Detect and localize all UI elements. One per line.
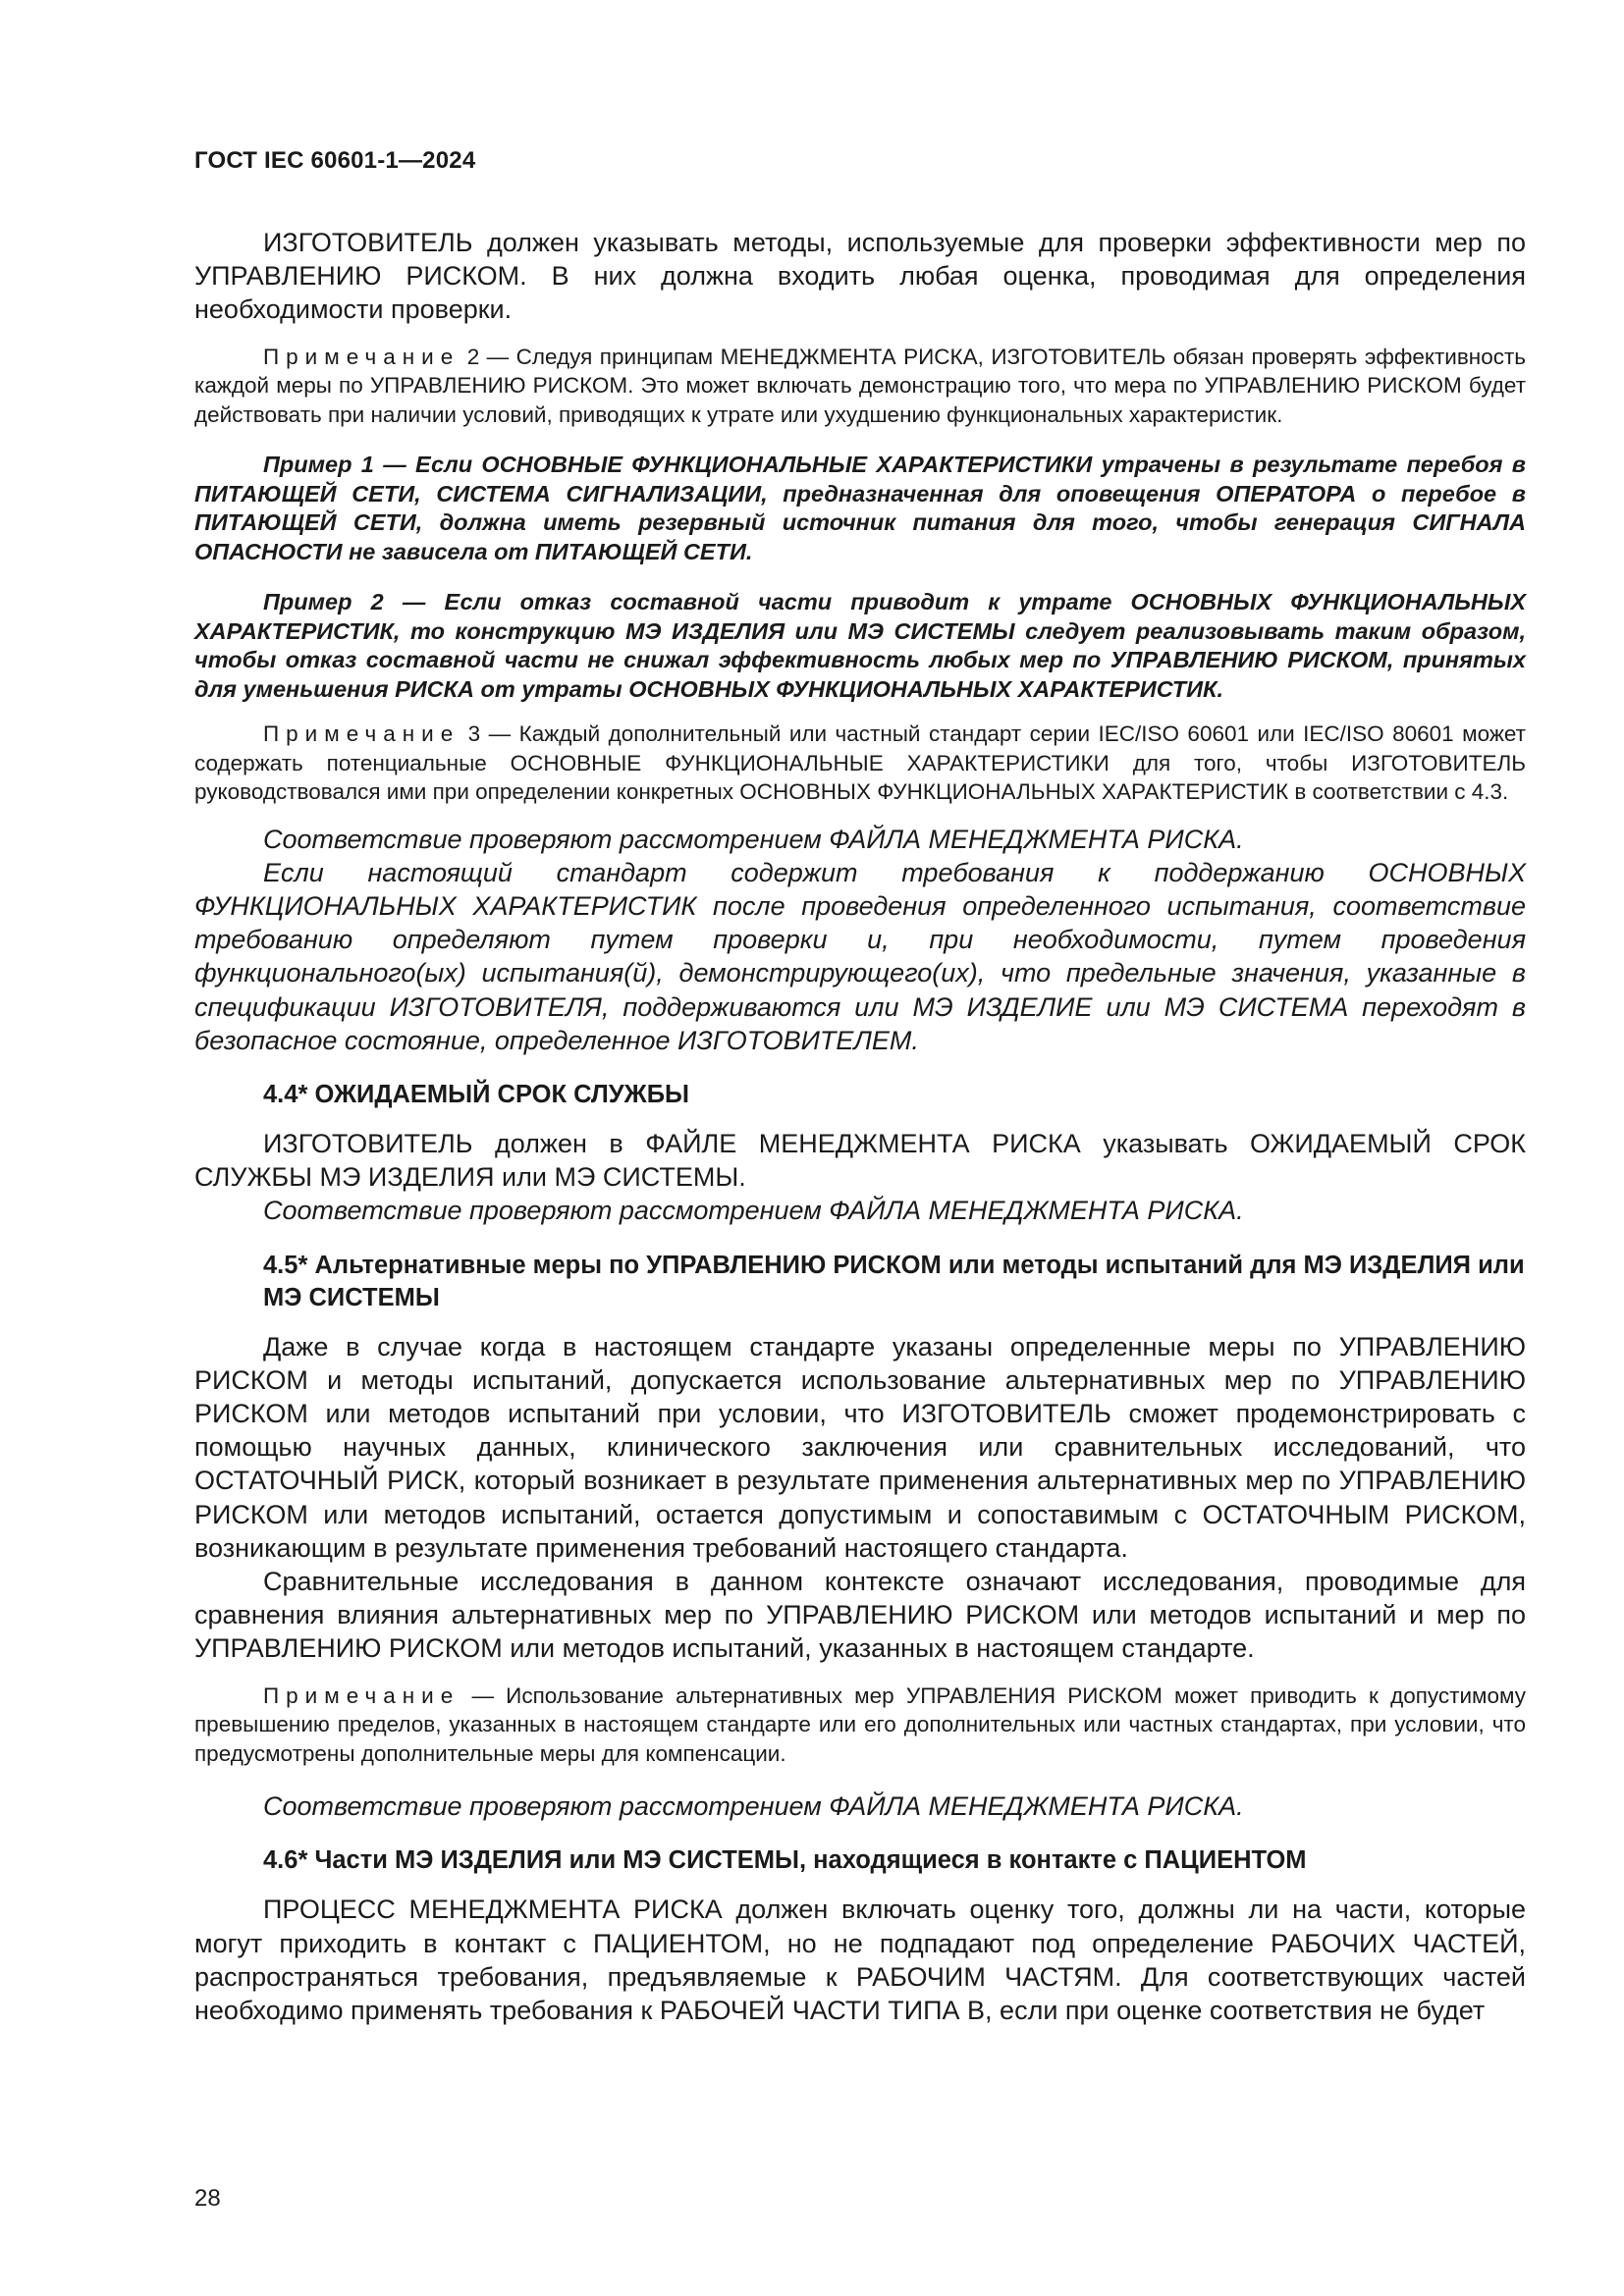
page-body: [194, 226, 1526, 2027]
document-header: ГОСТ IEC 60601-1—2024: [194, 147, 476, 174]
compliance-paragraph: Если настоящий стандарт содержит требования к поддержанию ОСНОВНЫХ ФУНКЦИОНАЛЬНЫХ ХАРАКТЕРИСТИК после проведения определенного испытания, соответствие требованию определяют путем проверки и, при необходимости, путем проведения функционального(ых) испытания(й), демонстрирующего(их), что предельные значения, указанные в спецификации ИЗГОТОВИТЕЛЯ, поддерживаются или МЭ ИЗДЕЛИЕ или МЭ СИСТЕМА переходят в безопасное состояние, определенное ИЗГОТОВИТЕЛЕМ.: [194, 857, 1526, 1055]
example-1: Пример 1 — Если ОСНОВНЫЕ ФУНКЦИОНАЛЬНЫЕ ХАРАКТЕРИСТИКИ утрачены в результате перебоя в ПИТАЮЩЕЙ СЕТИ, СИСТЕМА СИГНАЛИЗАЦИИ, предназначенная для оповещения ОПЕРАТОРА о перебое в ПИТАЮЩЕЙ СЕТИ, должна иметь резервный источник питания для того, чтобы генерация СИГНАЛА ОПАСНОСТИ не зависела от ПИТАЮЩЕЙ СЕТИ.: [194, 452, 1526, 564]
note-2: [194, 343, 1526, 430]
note-4-5: [194, 1682, 1526, 1769]
compliance-statement: Соответствие проверяют рассмотрением ФАЙЛА МЕНЕДЖМЕНТА РИСКА.: [263, 1196, 1244, 1226]
section-heading-4-5: 4.5* Альтернативные меры по УПРАВЛЕНИЮ РИСКОМ или методы испытаний для МЭ ИЗДЕЛИЯ или МЭ СИСТЕМЫ: [263, 1251, 1525, 1311]
compliance-statement: Соответствие проверяют рассмотрением ФАЙЛА МЕНЕДЖМЕНТА РИСКА.: [263, 1791, 1244, 1822]
paragraph-4-5-a: Даже в случае когда в настоящем стандарте указаны определенные меры по УПРАВЛЕНИЮ РИСКОМ и методы испытаний, допускается использование альтернативных мер по УПРАВЛЕНИЮ РИСКОМ или методов испытаний при условии, что ИЗГОТОВИТЕЛЬ сможет продемонстрировать с помощью научных данных, клинического заключения или сравнительных исследований, что ОСТАТОЧНЫЙ РИСК, который возникает в результате применения альтернативных мер по УПРАВЛЕНИЮ РИСКОМ или методов испытаний, остается допустимым и сопоставимым с ОСТАТОЧНЫМ РИСКОМ, возникающим в результате применения требований настоящего стандарта.: [194, 1331, 1526, 1563]
section-heading-4-4: 4.4* ОЖИДАЕМЫЙ СРОК СЛУЖБЫ: [263, 1081, 689, 1109]
note-text: 2 — Следуя принципам МЕНЕДЖМЕНТА РИСКА, ИЗГОТОВИТЕЛЬ обязан проверять эффективность каждой меры по УПРАВЛЕНИЮ РИСКОМ. Это может включать демонстрацию того, что мера по УПРАВЛЕНИЮ РИСКОМ будет действовать при наличии условий, приводящих к утрате или ухудшению функциональных характеристик.: [194, 344, 1526, 427]
page-number: 28: [194, 2185, 221, 2212]
note-text: 3 — Каждый дополнительный или частный стандарт серии IEC/ISO 60601 или IEC/ISO 80601 может содержать потенциальные ОСНОВНЫЕ ФУНКЦИОНАЛЬНЫЕ ХАРАКТЕРИСТИКИ для того, чтобы ИЗГОТОВИТЕЛЬ руководствовался ими при определении конкретных ОСНОВНЫХ ФУНКЦИОНАЛЬНЫХ ХАРАКТЕРИСТИК в соответствии с 4.3.: [194, 721, 1526, 805]
example-2: Пример 2 — Если отказ составной части приводит к утрате ОСНОВНЫХ ФУНКЦИОНАЛЬНЫХ ХАРАКТЕРИСТИК, то конструкцию МЭ ИЗДЕЛИЯ или МЭ СИСТЕМЫ следует реализовывать таким образом, чтобы отказ составной части не снижал эффективность любых мер по УПРАВЛЕНИЮ РИСКОМ, принятых для уменьшения РИСКА от утраты ОСНОВНЫХ ФУНКЦИОНАЛЬНЫХ ХАРАКТЕРИСТИК.: [194, 589, 1526, 702]
compliance-statement: Соответствие проверяют рассмотрением ФАЙЛА МЕНЕДЖМЕНТА РИСКА.: [263, 824, 1244, 854]
note-text: — Использование альтернативных мер УПРАВЛЕНИЯ РИСКОМ может приводить к допустимому превышению пределов, указанных в настоящем стандарте или его дополнительных или частных стандартах, при условии, что предусмотрены дополнительные меры для компенсации.: [194, 1682, 1526, 1766]
note-label: Примечание: [263, 344, 460, 369]
note-3: [194, 720, 1526, 807]
paragraph-4-5-b: Сравнительные исследования в данном контексте означают исследования, проводимые для сравнения влияния альтернативных мер по УПРАВЛЕНИЮ РИСКОМ или методов испытаний и мер по УПРАВЛЕНИЮ РИСКОМ или методов испытаний, указанных в настоящем стандарте.: [194, 1567, 1526, 1664]
note-label: Примечание: [263, 1682, 460, 1708]
note-label: Примечание: [263, 721, 460, 747]
paragraph-4-6: ПРОЦЕСС МЕНЕДЖМЕНТА РИСКА должен включать оценку того, должны ли на части, которые могут приходить в контакт с ПАЦИЕНТОМ, но не подпадают под определение РАБОЧИХ ЧАСТЕЙ, распространяться требования, предъявляемые к РАБОЧИМ ЧАСТЯМ. Для соответствующих частей необходимо применять требования к РАБОЧЕЙ ЧАСТИ ТИПА В, если при оценке соответствия не будет: [194, 1895, 1526, 2025]
paragraph-4-4: ИЗГОТОВИТЕЛЬ должен в ФАЙЛЕ МЕНЕДЖМЕНТА РИСКА указывать ОЖИДАЕМЫЙ СРОК СЛУЖБЫ МЭ ИЗДЕЛИЯ или МЭ СИСТЕМЫ.: [194, 1129, 1526, 1193]
section-heading-4-6: 4.6* Части МЭ ИЗДЕЛИЯ или МЭ СИСТЕМЫ, находящиеся в контакте с ПАЦИЕНТОМ: [263, 1846, 1307, 1875]
paragraph-methods: ИЗГОТОВИТЕЛЬ должен указывать методы, используемые для проверки эффективности мер по УПРАВЛЕНИЮ РИСКОМ. В них должна входить любая оценка, проводимая для определения необходимости проверки.: [194, 228, 1526, 325]
